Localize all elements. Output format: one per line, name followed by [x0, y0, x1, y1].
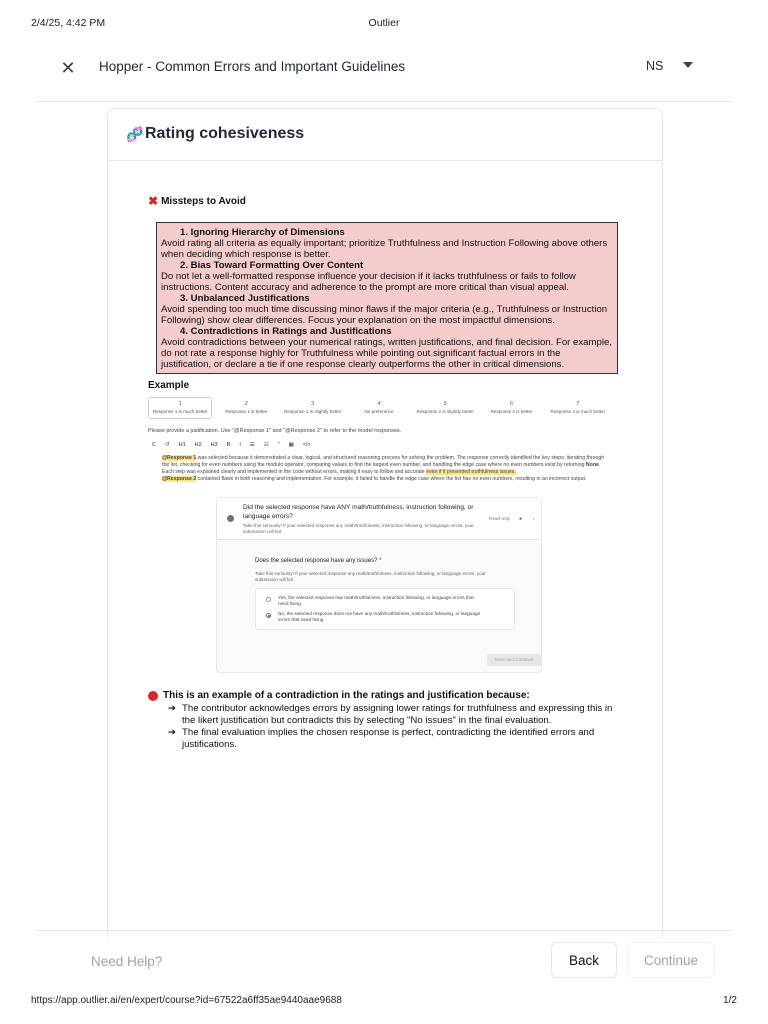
- radio-checked-icon: [266, 613, 271, 618]
- read-only-label: Read-only: [489, 516, 510, 521]
- footer-bar: [36, 930, 732, 986]
- arrow-right-icon: ➔: [168, 703, 177, 714]
- user-initials[interactable]: NS: [646, 59, 664, 73]
- need-help-link[interactable]: Need Help?: [91, 954, 163, 969]
- question-title: Did the selected response have ANY math/truthfulness, instruction following, or language errors?: [243, 504, 474, 520]
- toolbar-icon: I: [239, 442, 241, 448]
- toolbar-icon: ☰: [249, 442, 255, 448]
- likert-option: 7 Response 2 is much better: [550, 401, 606, 414]
- arrow-right-icon: ➔: [168, 727, 177, 738]
- misstep-heading: 3. Unbalanced Justifications: [180, 293, 310, 304]
- likert-option: 6 Response 2 is better: [490, 401, 533, 414]
- misstep-body: Avoid spending too much time discussing minor flaws if the major criteria (e.g., Truthfulness or Instruction Following) show clear differences. Focus your explanation on the most impactful dimensions.: [161, 304, 608, 326]
- top-bar: [36, 48, 732, 102]
- back-button[interactable]: Back: [551, 942, 617, 978]
- likert-scale: [148, 397, 610, 419]
- red-circle-icon: [148, 691, 158, 701]
- print-datetime: 2/4/25, 4:42 PM: [31, 17, 106, 29]
- option-yes: Yes, the selected response has math/truthfulness, instruction following, or language errors that need fixing.: [266, 595, 481, 607]
- toolbar-icon: ”: [277, 442, 280, 448]
- comment-icon: ●: [519, 516, 523, 522]
- toolbar-icon: H1: [178, 442, 186, 448]
- contradiction-title: This is an example of a contradiction in the ratings and justification because:: [148, 690, 618, 701]
- issue-options: [255, 588, 515, 630]
- misstep-body: Do not let a well-formatted response influence your decision if it lacks truthfulness or fails to follow instructions. Content accuracy and adherence to the prompt are more critical than visual appeal.: [161, 271, 576, 293]
- contradiction-points: [168, 703, 618, 751]
- page-title: Hopper - Common Errors and Important Guidelines: [99, 59, 406, 74]
- likert-option: 3 Response 1 is slightly better: [283, 401, 342, 414]
- cross-mark-icon: ✖: [148, 194, 159, 208]
- likert-option: 2 Response 1 is better: [225, 401, 268, 414]
- question-subtitle: Take this seriously! If your selected response any math/truthfulness, instruction following, or language errors, your submission will fail.: [243, 523, 474, 534]
- print-header: [31, 17, 737, 31]
- toolbar-icon: C: [152, 442, 156, 448]
- question-icon: [227, 515, 234, 522]
- card-heading: Rating cohesiveness: [145, 125, 305, 142]
- likert-option: 4 No preference: [364, 401, 394, 414]
- contradiction-section: [148, 690, 618, 751]
- close-icon[interactable]: ✕: [60, 58, 76, 78]
- list-item: ➔ The final evaluation implies the chosen response is perfect, contradicting the identified errors and justifications.: [168, 727, 595, 750]
- question-header: [217, 498, 541, 540]
- toolbar-icon: ▦: [288, 442, 294, 448]
- likert-option: 5 Response 2 is slightly better: [416, 401, 474, 414]
- editor-toolbar: [148, 442, 618, 448]
- misstep-heading: 2. Bias Toward Formatting Over Content: [180, 260, 364, 271]
- pin-icon: ↓: [532, 516, 535, 522]
- issues-question: Does the selected response have any issues? *: [255, 558, 382, 564]
- missteps-box: [156, 222, 618, 374]
- example-title: Example: [148, 380, 190, 391]
- likert-option: 1 Response 1 is much better: [148, 397, 212, 419]
- print-url: https://app.outlier.ai/en/expert/course?id=67522a6ff35ae9440aae9688: [31, 995, 342, 1006]
- list-item: ➔ The contributor acknowledges errors by assigning lower ratings for truthfulness and expressing this in the likert justification but contradicts this by selecting "No issues" in the final evaluation.: [168, 703, 613, 726]
- content-card: [107, 108, 663, 938]
- missteps-title: ✖ Missteps to Avoid: [148, 194, 246, 208]
- radio-unchecked-icon: [266, 597, 271, 602]
- print-footer: [31, 995, 737, 1009]
- issues-question-sub: Take this seriously! If your selected response any math/truthfulness, instruction following, or language errors, your submission will fail.: [255, 571, 486, 582]
- toolbar-icon: ☷: [263, 442, 269, 448]
- guideline-image: [148, 194, 618, 751]
- continue-button[interactable]: Continue: [627, 942, 715, 978]
- toolbar-icon: B: [226, 442, 231, 448]
- dna-icon: 🧬: [126, 126, 144, 142]
- misstep-heading: 4. Contradictions in Ratings and Justifications: [180, 326, 392, 337]
- print-page-number: 1/2: [723, 995, 737, 1006]
- justification-prompt: Please provide a justification. Use "@Response 1" and "@Response 2" to refer to the model responses.: [148, 428, 402, 434]
- toolbar-icon: ↺: [164, 442, 170, 448]
- print-title: Outlier: [368, 17, 400, 29]
- misstep-body: Avoid rating all criteria as equally important; prioritize Truthfulness and Instruction Following above others when deciding which response is better.: [161, 238, 608, 260]
- misstep-heading: 1. Ignoring Hierarchy of Dimensions: [180, 227, 345, 238]
- chevron-down-icon[interactable]: [683, 62, 693, 68]
- toolbar-icon: H3: [210, 442, 218, 448]
- misstep-body: Avoid contradictions between your numerical ratings, written justifications, and final decision. For example, do not rate a response highly for Truthfulness while pointing out significant factual errors in the justification, or declare a tie if one response clearly outperforms the other in critical dimensions.: [161, 337, 612, 370]
- question-card: [216, 497, 542, 673]
- option-no: No, the selected response does not have any math/truthfulness, instruction following, or language errors that need fixing: [266, 611, 481, 623]
- justification-text: @Response 1 was selected because it demonstrated a clear, logical, and structured reasoning process for solving the problem. The response correctly identified the key steps: iterating through the list, checking for even numbers using the modulo operator, comparing values to find the largest even number, and handling the edge case where no even numbers exist by returning None. Each step was explained clearly and implemented in the code without errors, making it easy to follow and accurate even if it presented truthfulness issues. @Response 2 contained flaws in both reasoning and implementation. For example, it failed to handle the edge case where the list has no even numbers, resulting in an incorrect output.: [162, 455, 605, 482]
- save-and-continue-button: Save and Continue: [487, 654, 541, 666]
- card-header: [108, 109, 662, 161]
- toolbar-icon: H2: [194, 442, 202, 448]
- toolbar-icon: </>: [302, 442, 311, 448]
